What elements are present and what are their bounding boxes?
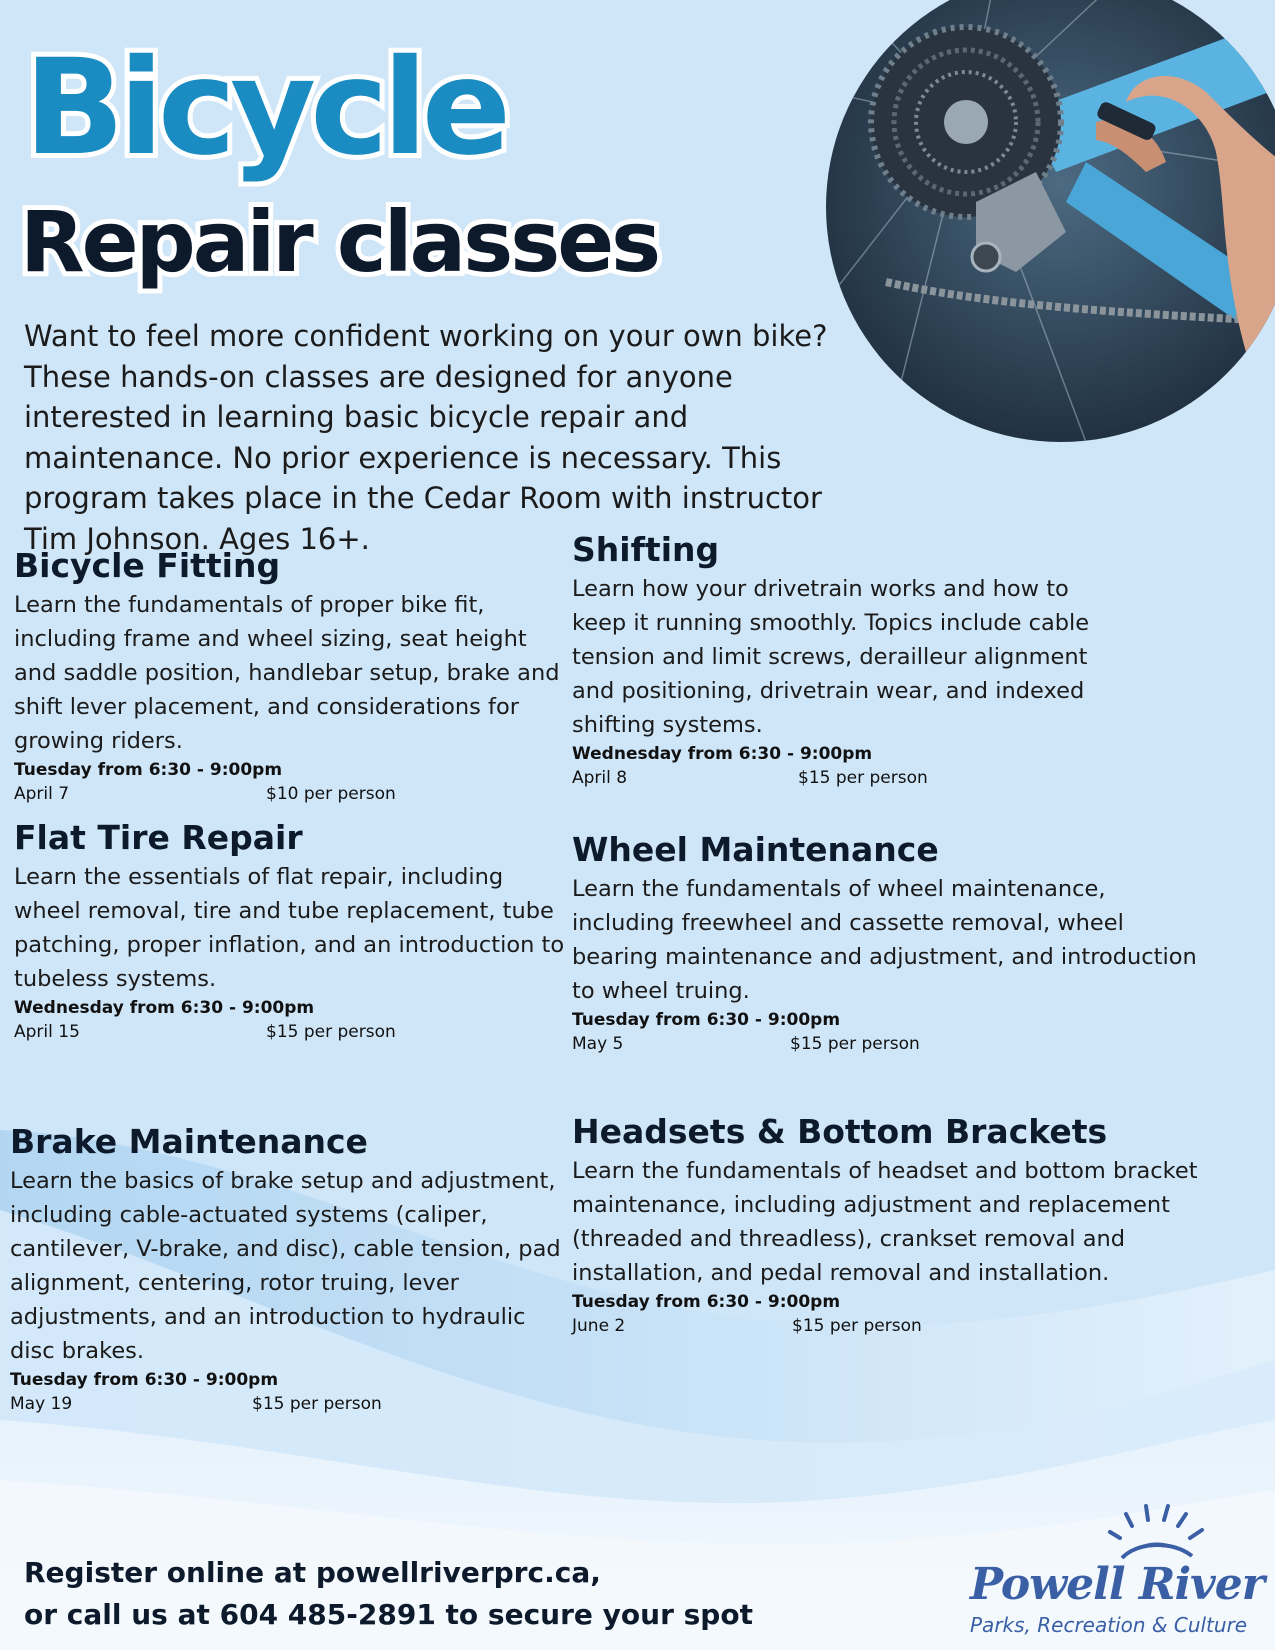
class-brake-maintenance [10, 1122, 570, 1416]
class-price: $15 per person [252, 1394, 382, 1414]
class-title: Bicycle Fitting [14, 546, 281, 585]
class-price: $15 per person [266, 1022, 396, 1042]
class-schedule: Wednesday from 6:30 - 9:00pm [14, 998, 315, 1018]
class-meta [14, 782, 574, 806]
class-date: April 8 [572, 768, 628, 788]
class-meta [14, 1020, 574, 1044]
powell-river-logo [962, 1500, 1262, 1650]
class-price: $15 per person [790, 1034, 920, 1054]
logo-name: Powell River [970, 1559, 1264, 1610]
class-meta [572, 1032, 1212, 1056]
class-wheel-maintenance [572, 830, 1212, 1056]
class-price: $15 per person [798, 768, 928, 788]
title-bicycle: Bicycle [24, 31, 506, 185]
class-title: Wheel Maintenance [572, 830, 939, 869]
class-description: Learn the basics of brake setup and adjustment, including cable-actuated systems (caliper, cantilever, V-brake, and disc), cable tension, pad alignment, centering, rotor truing, lever adjustments, and an introduction to hydraulic disc brakes. [10, 1168, 561, 1364]
class-date: May 5 [572, 1034, 624, 1054]
class-meta [572, 766, 1112, 790]
class-title: Shifting [572, 530, 720, 569]
class-meta [10, 1392, 570, 1416]
class-headsets-bottom-brackets [572, 1112, 1212, 1338]
class-date: April 15 [14, 1022, 80, 1042]
class-description: Learn the fundamentals of headset and bottom bracket maintenance, including adjustment and replacement (threaded and threadless), crankset removal and installation, and pedal removal and installation. [572, 1158, 1198, 1286]
class-schedule: Tuesday from 6:30 - 9:00pm [10, 1370, 279, 1390]
class-bicycle-fitting [14, 546, 574, 806]
class-date: June 2 [572, 1316, 626, 1336]
class-meta [572, 1314, 1212, 1338]
class-date: April 7 [14, 784, 70, 804]
class-description: Learn the fundamentals of proper bike fit, including frame and wheel sizing, seat height and saddle position, handlebar setup, brake and shift lever placement, and considerations for growing riders. [14, 592, 560, 754]
register-info [24, 1552, 753, 1636]
class-schedule: Tuesday from 6:30 - 9:00pm [572, 1010, 841, 1030]
intro-paragraph: Want to feel more confident working on your own bike? These hands-on classes are designed for anyone interested in learning basic bicycle repair and maintenance. No prior experience is necessary. This program takes place in the Cedar Room with instructor Tim Johnson. Ages 16+. [24, 319, 828, 556]
class-price: $10 per person [266, 784, 396, 804]
class-description: Learn how your drivetrain works and how to keep it running smoothly. Topics include cable tension and limit screws, derailleur alignment and positioning, drivetrain wear, and indexed shifting systems. [572, 576, 1090, 738]
class-title: Flat Tire Repair [14, 818, 303, 857]
class-description: Learn the essentials of flat repair, including wheel removal, tire and tube replacement, tube patching, proper inflation, and an introduction to tubeless systems. [14, 864, 565, 992]
register-online-line: Register online at powellriverprc.ca, [24, 1556, 601, 1589]
class-title: Brake Maintenance [10, 1122, 368, 1161]
class-schedule: Tuesday from 6:30 - 9:00pm [572, 1292, 841, 1312]
class-shifting [572, 530, 1112, 790]
class-schedule: Wednesday from 6:30 - 9:00pm [572, 744, 873, 764]
class-date: May 19 [10, 1394, 73, 1414]
class-flat-tire-repair [14, 818, 574, 1044]
class-description: Learn the fundamentals of wheel maintenance, including freewheel and cassette removal, wheel bearing maintenance and adjustment, and introduction to wheel truing. [572, 876, 1197, 1004]
bicycle-repair-photo [826, 0, 1275, 442]
title-repair-classes: Repair classes [20, 193, 659, 291]
register-phone-line: or call us at 604 485-2891 to secure your spot [24, 1598, 753, 1631]
logo-tagline: Parks, Recreation & Culture [970, 1613, 1248, 1637]
class-title: Headsets & Bottom Brackets [572, 1112, 1108, 1151]
class-price: $15 per person [792, 1316, 922, 1336]
class-schedule: Tuesday from 6:30 - 9:00pm [14, 760, 283, 780]
